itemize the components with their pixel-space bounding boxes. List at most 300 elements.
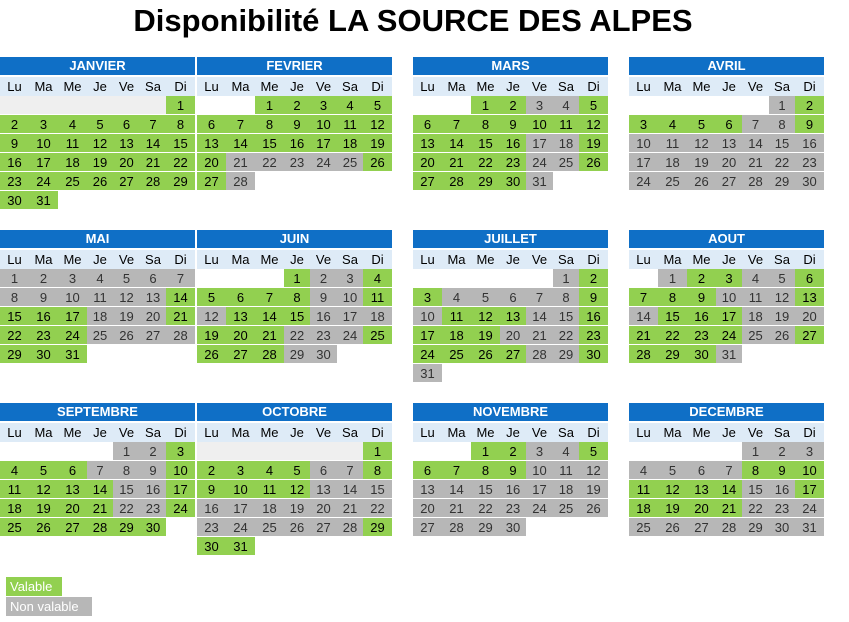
day-available: 28	[629, 345, 658, 364]
day-available: 31	[58, 345, 87, 364]
day-available: 27	[113, 172, 140, 191]
day-unavailable: 25	[553, 499, 579, 518]
day-unavailable: 20	[500, 326, 526, 345]
day-available: 18	[58, 153, 87, 172]
weekday-label: Ma	[226, 77, 255, 96]
day-unavailable: 22	[742, 499, 769, 518]
day-unavailable: 4	[553, 442, 579, 461]
month-header: AOUT	[629, 230, 824, 248]
day-unavailable: 25	[629, 518, 658, 537]
day-unavailable: 6	[687, 461, 716, 480]
empty-cell	[716, 96, 742, 115]
weekday-label: Ma	[29, 423, 58, 442]
day-unavailable: 8	[769, 115, 795, 134]
day-unavailable: 18	[742, 307, 769, 326]
weekday-label: Di	[166, 423, 195, 442]
day-unavailable: 17	[226, 499, 255, 518]
day-available: 4	[337, 96, 363, 115]
day-unavailable: 20	[413, 499, 442, 518]
day-available: 11	[0, 480, 29, 499]
day-available: 16	[284, 134, 310, 153]
weekday-label: Je	[87, 77, 113, 96]
day-available: 24	[166, 499, 195, 518]
day-available: 9	[579, 288, 608, 307]
day-available: 13	[687, 480, 716, 499]
day-available: 15	[471, 134, 500, 153]
day-available: 5	[284, 461, 310, 480]
weekday-label: Sa	[337, 423, 363, 442]
day-unavailable: 1	[742, 442, 769, 461]
weekday-label: Ve	[742, 250, 769, 269]
empty-cell	[687, 96, 716, 115]
day-unavailable: 25	[87, 326, 113, 345]
weekday-label: Je	[500, 250, 526, 269]
day-available: 17	[795, 480, 824, 499]
weekday-label: Ma	[658, 250, 687, 269]
day-unavailable: 3	[337, 269, 363, 288]
weekday-label: Sa	[337, 77, 363, 96]
weekday-label: Ve	[742, 77, 769, 96]
day-available: 14	[87, 480, 113, 499]
day-unavailable: 23	[795, 153, 824, 172]
weekday-label: Ve	[742, 423, 769, 442]
day-unavailable: 23	[140, 499, 166, 518]
day-unavailable: 12	[769, 288, 795, 307]
day-available: 2	[284, 96, 310, 115]
day-available: 4	[363, 269, 392, 288]
empty-cell	[526, 269, 553, 288]
weekday-label: Me	[255, 423, 284, 442]
empty-cell	[629, 96, 658, 115]
month-grid	[629, 77, 824, 191]
day-unavailable: 12	[113, 288, 140, 307]
day-unavailable: 30	[310, 345, 337, 364]
day-unavailable: 7	[526, 288, 553, 307]
day-available: 20	[226, 326, 255, 345]
day-available: 14	[226, 134, 255, 153]
day-available: 7	[442, 115, 471, 134]
empty-cell	[255, 269, 284, 288]
day-unavailable: 5	[113, 269, 140, 288]
weekday-label: Ma	[29, 250, 58, 269]
day-available: 10	[310, 115, 337, 134]
month-header: JANVIER	[0, 57, 195, 75]
weekday-label: Lu	[629, 250, 658, 269]
day-available: 4	[255, 461, 284, 480]
day-available: 30	[579, 345, 608, 364]
weekday-label: Me	[687, 250, 716, 269]
day-available: 21	[166, 307, 195, 326]
weekday-label: Me	[255, 77, 284, 96]
day-available: 24	[29, 172, 58, 191]
day-available: 3	[310, 96, 337, 115]
day-unavailable: 3	[526, 96, 553, 115]
day-unavailable: 22	[769, 153, 795, 172]
weekday-label: Lu	[0, 77, 29, 96]
day-available: 4	[0, 461, 29, 480]
day-available: 17	[58, 307, 87, 326]
day-available: 26	[87, 172, 113, 191]
day-unavailable: 10	[413, 307, 442, 326]
month-septembre	[0, 402, 195, 537]
month-grid	[413, 423, 608, 537]
day-available: 18	[629, 499, 658, 518]
weekday-label: Lu	[197, 423, 226, 442]
weekday-label: Ma	[29, 77, 58, 96]
day-available: 2	[687, 269, 716, 288]
day-unavailable: 27	[687, 518, 716, 537]
day-available: 23	[500, 153, 526, 172]
day-unavailable: 17	[526, 134, 553, 153]
day-unavailable: 6	[140, 269, 166, 288]
day-available: 12	[471, 307, 500, 326]
day-unavailable: 19	[687, 153, 716, 172]
day-unavailable: 4	[629, 461, 658, 480]
month-grid	[197, 250, 392, 364]
month-grid	[0, 423, 195, 537]
day-available: 13	[58, 480, 87, 499]
day-unavailable: 1	[0, 269, 29, 288]
day-available: 10	[29, 134, 58, 153]
day-unavailable: 28	[442, 518, 471, 537]
day-unavailable: 31	[413, 364, 442, 383]
day-available: 11	[629, 480, 658, 499]
weekday-label: Je	[500, 423, 526, 442]
weekday-label: Sa	[553, 423, 579, 442]
day-available: 25	[442, 345, 471, 364]
day-available: 1	[471, 96, 500, 115]
day-unavailable: 12	[197, 307, 226, 326]
day-available: 22	[471, 153, 500, 172]
day-unavailable: 17	[629, 153, 658, 172]
day-available: 19	[197, 326, 226, 345]
day-available: 11	[337, 115, 363, 134]
day-unavailable: 27	[716, 172, 742, 191]
day-available: 19	[87, 153, 113, 172]
day-available: 22	[166, 153, 195, 172]
day-available: 21	[87, 499, 113, 518]
day-available: 28	[140, 172, 166, 191]
month-grid	[629, 250, 824, 364]
empty-cell	[226, 269, 255, 288]
day-unavailable: 5	[471, 288, 500, 307]
weekday-label: Di	[579, 250, 608, 269]
day-available: 27	[795, 326, 824, 345]
day-available: 29	[166, 172, 195, 191]
day-unavailable: 26	[284, 518, 310, 537]
weekday-label: Lu	[413, 250, 442, 269]
day-unavailable: 26	[579, 499, 608, 518]
weekday-label: Ma	[226, 423, 255, 442]
day-unavailable: 15	[363, 480, 392, 499]
day-available: 27	[226, 345, 255, 364]
day-available: 8	[166, 115, 195, 134]
day-available: 5	[197, 288, 226, 307]
day-available: 1	[255, 96, 284, 115]
day-unavailable: 2	[29, 269, 58, 288]
day-available: 19	[363, 134, 392, 153]
month-header: OCTOBRE	[197, 403, 392, 421]
day-unavailable: 15	[553, 307, 579, 326]
day-unavailable: 27	[140, 326, 166, 345]
day-available: 2	[579, 269, 608, 288]
weekday-label: Di	[363, 250, 392, 269]
empty-cell	[413, 442, 442, 461]
day-available: 14	[166, 288, 195, 307]
day-unavailable: 26	[113, 326, 140, 345]
day-unavailable: 17	[337, 307, 363, 326]
weekday-label: Sa	[553, 77, 579, 96]
day-available: 10	[526, 115, 553, 134]
day-available: 12	[29, 480, 58, 499]
day-unavailable: 30	[769, 518, 795, 537]
day-available: 27	[197, 172, 226, 191]
day-available: 3	[166, 442, 195, 461]
day-available: 21	[629, 326, 658, 345]
day-unavailable: 19	[579, 480, 608, 499]
day-available: 12	[579, 115, 608, 134]
day-available: 17	[413, 326, 442, 345]
day-unavailable: 27	[310, 518, 337, 537]
day-unavailable: 28	[742, 172, 769, 191]
weekday-label: Sa	[140, 77, 166, 96]
day-available: 22	[658, 326, 687, 345]
day-unavailable: 21	[442, 499, 471, 518]
day-available: 8	[742, 461, 769, 480]
weekday-label: Me	[58, 77, 87, 96]
day-available: 23	[0, 172, 29, 191]
day-unavailable: 10	[526, 461, 553, 480]
day-unavailable: 28	[337, 518, 363, 537]
month-mars	[413, 56, 608, 191]
day-unavailable: 24	[795, 499, 824, 518]
day-available: 21	[716, 499, 742, 518]
day-unavailable: 12	[579, 461, 608, 480]
weekday-label: Lu	[629, 423, 658, 442]
day-available: 20	[113, 153, 140, 172]
legend-invalid: Non valable	[6, 597, 92, 616]
day-available: 26	[471, 345, 500, 364]
day-available: 5	[579, 96, 608, 115]
day-available: 27	[58, 518, 87, 537]
day-unavailable: 2	[769, 442, 795, 461]
day-unavailable: 4	[442, 288, 471, 307]
day-available: 18	[337, 134, 363, 153]
day-available: 26	[363, 153, 392, 172]
day-available: 16	[29, 307, 58, 326]
day-unavailable: 19	[113, 307, 140, 326]
empty-cell	[687, 442, 716, 461]
day-unavailable: 21	[226, 153, 255, 172]
day-unavailable: 24	[526, 153, 553, 172]
empty-cell	[337, 442, 363, 461]
day-available: 11	[363, 288, 392, 307]
weekday-label: Lu	[0, 423, 29, 442]
month-grid	[413, 77, 608, 191]
day-available: 5	[29, 461, 58, 480]
day-unavailable: 5	[769, 269, 795, 288]
weekday-label: Ma	[658, 423, 687, 442]
month-aout	[629, 229, 824, 364]
month-grid	[197, 423, 392, 556]
day-available: 28	[87, 518, 113, 537]
day-available: 22	[0, 326, 29, 345]
weekday-label: Ma	[442, 250, 471, 269]
month-header: MARS	[413, 57, 608, 75]
day-available: 12	[658, 480, 687, 499]
day-unavailable: 1	[658, 269, 687, 288]
day-available: 9	[500, 461, 526, 480]
weekday-label: Sa	[337, 250, 363, 269]
empty-cell	[658, 96, 687, 115]
empty-cell	[716, 442, 742, 461]
day-unavailable: 19	[769, 307, 795, 326]
day-unavailable: 23	[310, 326, 337, 345]
day-unavailable: 21	[526, 326, 553, 345]
day-unavailable: 14	[442, 480, 471, 499]
day-unavailable: 16	[500, 480, 526, 499]
month-header: SEPTEMBRE	[0, 403, 195, 421]
day-unavailable: 1	[553, 269, 579, 288]
weekday-label: Ve	[310, 250, 337, 269]
day-available: 7	[255, 288, 284, 307]
weekday-label: Lu	[413, 423, 442, 442]
day-unavailable: 18	[363, 307, 392, 326]
day-available: 6	[113, 115, 140, 134]
month-grid	[629, 423, 824, 537]
day-unavailable: 9	[29, 288, 58, 307]
day-unavailable: 24	[226, 518, 255, 537]
day-unavailable: 29	[284, 345, 310, 364]
empty-cell	[310, 442, 337, 461]
empty-cell	[629, 442, 658, 461]
day-unavailable: 16	[795, 134, 824, 153]
day-available: 30	[29, 345, 58, 364]
day-available: 21	[442, 153, 471, 172]
day-available: 12	[87, 134, 113, 153]
month-header: JUILLET	[413, 230, 608, 248]
day-available: 31	[29, 191, 58, 210]
weekday-label: Ma	[442, 77, 471, 96]
day-unavailable: 9	[310, 288, 337, 307]
day-unavailable: 5	[658, 461, 687, 480]
day-available: 25	[58, 172, 87, 191]
day-unavailable: 25	[255, 518, 284, 537]
day-available: 7	[629, 288, 658, 307]
day-available: 27	[413, 172, 442, 191]
month-fevrier	[197, 56, 392, 191]
empty-cell	[413, 269, 442, 288]
empty-cell	[29, 96, 58, 115]
month-header: MAI	[0, 230, 195, 248]
day-unavailable: 15	[769, 134, 795, 153]
day-available: 3	[413, 288, 442, 307]
day-available: 19	[579, 134, 608, 153]
day-unavailable: 13	[413, 480, 442, 499]
month-grid	[197, 77, 392, 191]
day-available: 24	[58, 326, 87, 345]
day-available: 11	[58, 134, 87, 153]
day-unavailable: 7	[166, 269, 195, 288]
day-unavailable: 23	[197, 518, 226, 537]
day-unavailable: 11	[742, 288, 769, 307]
month-grid	[0, 77, 195, 210]
day-available: 6	[413, 115, 442, 134]
weekday-label: Je	[284, 77, 310, 96]
day-unavailable: 26	[769, 326, 795, 345]
day-available: 20	[413, 153, 442, 172]
weekday-label: Lu	[629, 77, 658, 96]
weekday-label: Di	[795, 423, 824, 442]
day-available: 3	[629, 115, 658, 134]
day-available: 9	[795, 115, 824, 134]
day-unavailable: 13	[716, 134, 742, 153]
day-available: 4	[58, 115, 87, 134]
weekday-label: Di	[166, 250, 195, 269]
day-available: 11	[553, 115, 579, 134]
day-available: 9	[197, 480, 226, 499]
day-unavailable: 16	[140, 480, 166, 499]
day-available: 9	[769, 461, 795, 480]
day-available: 5	[363, 96, 392, 115]
day-available: 10	[795, 461, 824, 480]
day-available: 21	[255, 326, 284, 345]
day-unavailable: 3	[58, 269, 87, 288]
day-available: 7	[442, 461, 471, 480]
weekday-label: Lu	[0, 250, 29, 269]
weekday-label: Ma	[442, 423, 471, 442]
legend-valid: Valable	[6, 577, 62, 596]
day-available: 6	[413, 461, 442, 480]
day-unavailable: 22	[255, 153, 284, 172]
weekday-label: Je	[284, 250, 310, 269]
day-unavailable: 4	[742, 269, 769, 288]
day-unavailable: 9	[140, 461, 166, 480]
weekday-label: Lu	[197, 77, 226, 96]
day-available: 19	[658, 499, 687, 518]
day-available: 3	[29, 115, 58, 134]
day-available: 25	[0, 518, 29, 537]
day-unavailable: 10	[58, 288, 87, 307]
day-available: 2	[197, 461, 226, 480]
day-unavailable: 22	[553, 326, 579, 345]
day-unavailable: 1	[113, 442, 140, 461]
weekday-label: Sa	[769, 77, 795, 96]
day-unavailable: 23	[769, 499, 795, 518]
day-available: 14	[255, 307, 284, 326]
day-available: 12	[284, 480, 310, 499]
month-octobre	[197, 402, 392, 556]
empty-cell	[0, 442, 29, 461]
day-unavailable: 27	[413, 518, 442, 537]
day-unavailable: 8	[0, 288, 29, 307]
day-unavailable: 28	[166, 326, 195, 345]
day-available: 29	[0, 345, 29, 364]
day-available: 1	[363, 442, 392, 461]
weekday-label: Ve	[526, 423, 553, 442]
weekday-label: Di	[363, 423, 392, 442]
weekday-label: Sa	[769, 423, 795, 442]
day-available: 14	[716, 480, 742, 499]
weekday-label: Ve	[113, 77, 140, 96]
day-unavailable: 25	[742, 326, 769, 345]
weekday-label: Di	[795, 77, 824, 96]
day-unavailable: 26	[658, 518, 687, 537]
day-unavailable: 29	[471, 518, 500, 537]
empty-cell	[0, 96, 29, 115]
day-unavailable: 2	[310, 269, 337, 288]
day-unavailable: 17	[526, 480, 553, 499]
